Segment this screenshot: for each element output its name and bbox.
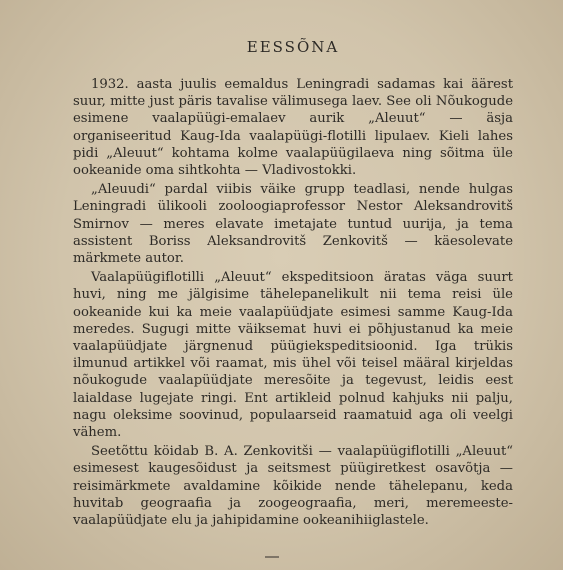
paragraph-3: Vaalapüügiflotilli „Aleuut“ ekspeditsioon äratas väga suurt huvi, ning me jälgisime tähelepanelikult nii tema reisi üle ookeanide kui ka meie vaalapüüdjate esimesi samme Kaug-Ida meredes. Sugugi mitte väiksemat huvi ei põhjustanud ka meie vaalapüüdjate järgnenud püügiekspeditsioonid. Iga trükis ilmunud artikkel või raamat, mis ühel või teisel määral kirjeldas nõukogude vaalapüüdjate meresõite ja tegevust, leidis eest laialdase lugejate ringi. Ent artikleid polnud kahjuks nii palju, nagu oleksime soovinud, populaarseid raamatuid aga oli veelgi vähem. (73, 270, 513, 441)
paragraph-4: Seetõttu köidab B. A. Zenkovitši — vaalapüügiflotilli „Aleuut“ esimesest kaugesõidust ja seitsmest püügiretkest osavõtja — reisimärkmete avaldamine kõikide nende tähelepanu, keda huvitab geograafia ja zoogeograafia, meri, meremeeste-vaalapüüdjate elu ja jahipidamine ookeanihiiglastele. (73, 444, 513, 529)
paragraph-1: 1932. aasta juulis eemaldus Leningradi sadamas kai äärest suur, mitte just päris tavalise välimusega laev. See oli Nõukogude esimene vaalapüügi-emalaev aurik „Aleuut“ — äsja organiseeritud Kaug-Ida vaalapüügi-flotilli lipulaev. Kieli lahes pidi „Aleuut“ kohtama kolme vaalapüügilaeva ning sõitma üle ookeanide oma sihtkohta — Vladivostokki. (73, 77, 513, 179)
book-page (73, 38, 513, 529)
page-number-fragment (265, 556, 279, 564)
page-title: EESSÕNA (246, 38, 340, 56)
paragraph-2: „Aleuudi“ pardal viibis väike grupp teadlasi, nende hulgas Leningradi ülikooli zooloogiaprofessor Nestor Aleksandrovitš Smirnov — meres elavate imetajate tuntud uurija, ja tema assistent Boriss Aleksandrovitš Zenkovitš — käesolevate märkmete autor. (73, 182, 513, 267)
